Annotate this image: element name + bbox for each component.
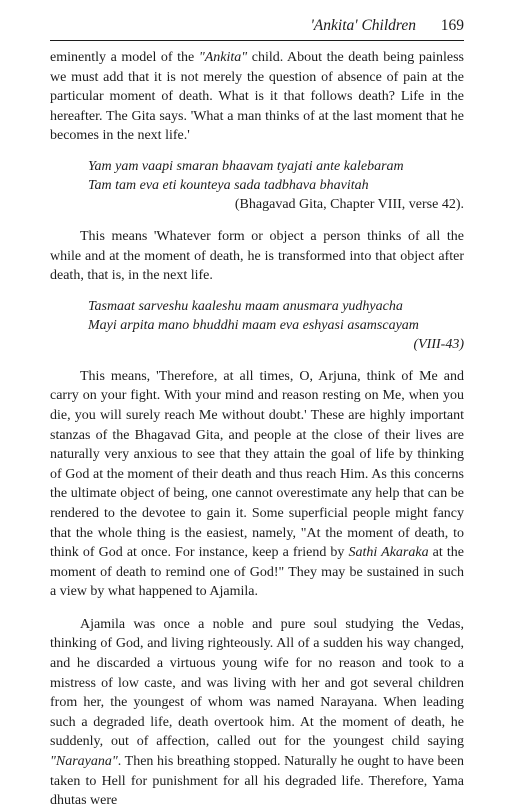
paragraph-1 [50, 48, 464, 146]
paragraph-3-text-a: This means, 'Therefore, at all times, O, Arjuna, think of Me and carry on your fight. With your mind and reason resting on Me, when you die, you will surely reach Me without doubt.' These are highly important stanzas of the Bhagavad Gita, and people at the close of their lives are naturally very anxious to see that they attain the goal of life by thinking of God at the moment of their death and thus reach Him. As this concerns the ultimate object of being, one cannot overestimate any help that can be rendered to the devotee to gain it. Some superficial people might fancy that the whole thing is the easiest, namely, "At the moment of death, to think of God at once. For instance, keep a friend by [50, 368, 464, 561]
paragraph-1-text-c: child. About the death being painless we must add that it is not merely the question of absence of pain at the particular moment of death. What is it that follows death? Life in the hereafter. The Gita says. 'What a man thinks of at the last moment that he becomes in the next life.' [50, 50, 464, 144]
verse-1-reference: (Bhagavad Gita, Chapter VIII, verse 42). [234, 196, 464, 212]
paragraph-3 [50, 367, 464, 602]
verse-2-line-2: Mayi arpita mano bhuddhi maam eva eshyasi asamscayam [88, 317, 419, 333]
paragraph-3-text-c: at the moment of death to remind one of God!" They may be sustained in such a view by what happened to Ajamila. [50, 545, 464, 600]
paragraph-4 [50, 615, 464, 811]
verse-quote-2 [88, 297, 464, 354]
verse-2-reference: (VIII-43) [413, 336, 464, 352]
paragraph-1-italic: "Ankita" [198, 50, 248, 65]
running-title: 'Ankita' Children [310, 17, 416, 34]
paragraph-4-text-c: . Then his breathing stopped. Naturally he ought to have been taken to Hell for punishment for all his degraded life. Therefore, Yama dhutas were [50, 754, 464, 809]
running-header [50, 14, 464, 41]
body-text [50, 48, 464, 811]
paragraph-1-text-a: eminently a model of the [50, 50, 199, 65]
verse-quote-1 [88, 157, 464, 214]
verse-1-line-2: Tam tam eva eti kounteya sada tadbhava bhavitah [88, 177, 369, 193]
paragraph-3-italic: Sathi Akaraka [348, 545, 429, 561]
paragraph-2: This means 'Whatever form or object a person thinks of all the while and at the moment of death, he is transformed into that object after death, that is, in the next life. [50, 228, 464, 284]
paragraph-4-italic: "Narayana" [50, 754, 118, 770]
verse-1-line-1: Yam yam vaapi smaran bhaavam tyajati ante kalebaram [88, 158, 404, 174]
page-number: 169 [440, 17, 464, 34]
verse-2-line-1: Tasmaat sarveshu kaaleshu maam anusmara yudhyacha [88, 298, 403, 314]
paragraph-4-text-a: Ajamila was once a noble and pure soul studying the Vedas, thinking of God, and living righteously. All of a sudden his way changed, and he discarded a virtuous young wife for no reason and took to a mistress of low caste, and was living with her and got several children from her, the youngest of whom was named Narayana. When leading such a degraded life, death overtook him. At the moment of death, he suddenly, out of affection, called out for the youngest child saying [50, 616, 464, 750]
